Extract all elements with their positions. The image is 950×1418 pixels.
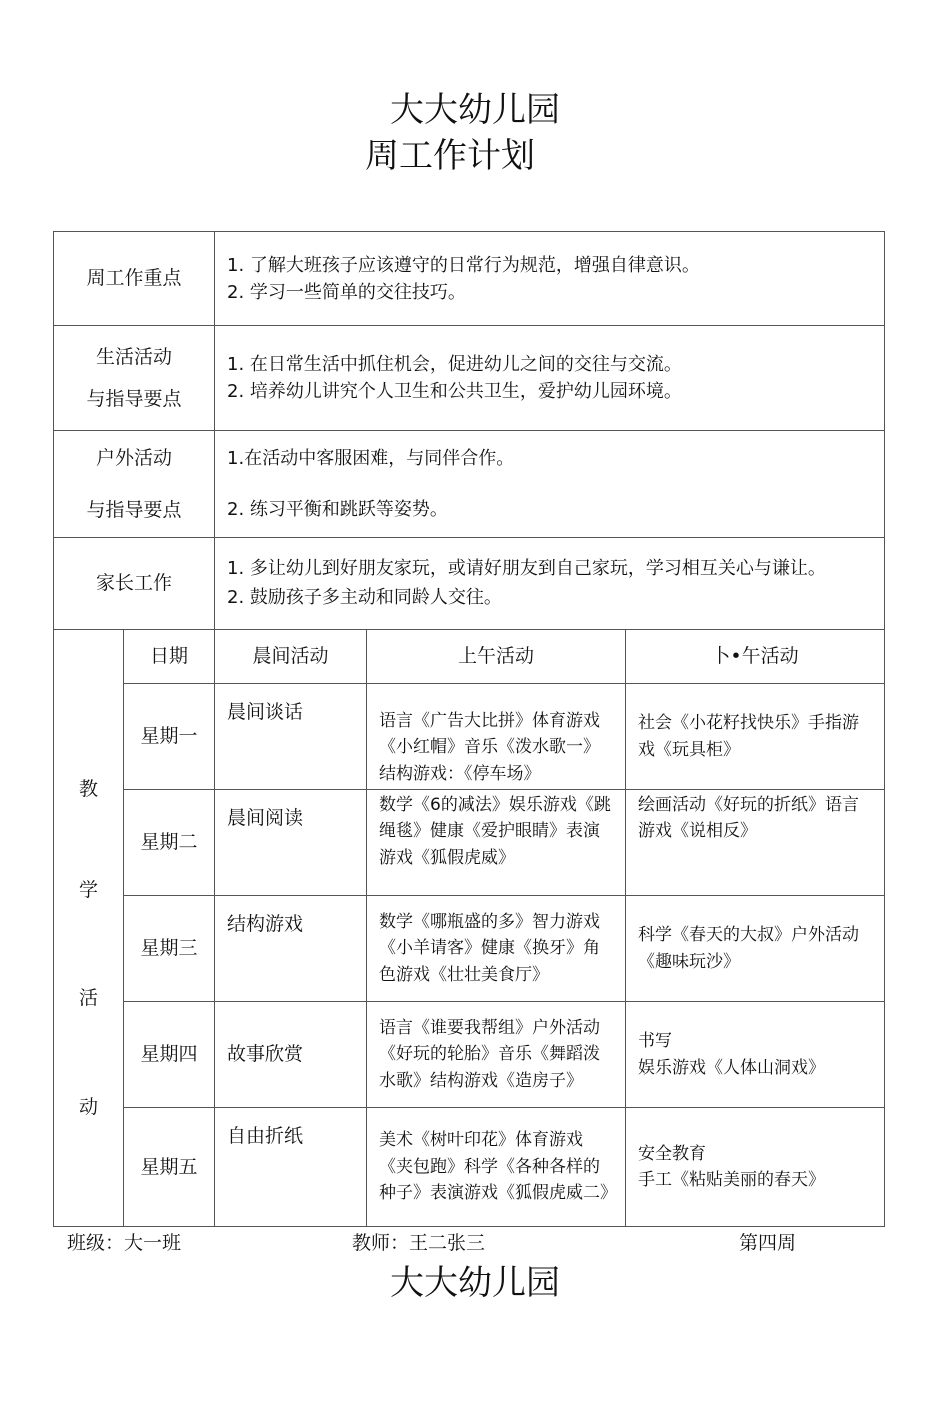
- column-header-am: 上午活动: [367, 630, 626, 684]
- school-title: 大大幼儿园: [390, 90, 560, 130]
- am-activity-cell: 语言《广告大比拼》体育游戏《小红帽》音乐《泼水歌一》结构游戏：《停车场》: [367, 684, 626, 790]
- teaching-label-char: 动: [78, 1095, 98, 1118]
- focus-item: 1. 了解大班孩子应该遵守的日常行为规范，增强自律意识。: [227, 254, 700, 276]
- teaching-activities-label: [54, 630, 124, 1227]
- class-info: 班级：大一班: [67, 1232, 182, 1254]
- am-activity-cell: 数学《哪瓶盛的多》智力游戏《小羊请客》健康《换牙》角色游戏《壮壮美食厅》: [367, 896, 626, 1002]
- pm-activity-cell: [626, 1002, 885, 1108]
- outdoor-row: [54, 431, 885, 538]
- parents-content: [215, 538, 885, 630]
- day-cell: 星期五: [124, 1108, 215, 1227]
- am-activity-cell: 美术《树叶印花》体育游戏《夹包跑》科学《各种各样的种子》表演游戏《狐假虎威二》: [367, 1108, 626, 1227]
- focus-label: 周工作重点: [54, 232, 215, 326]
- parents-item: 2. 鼓励孩子多主动和同龄人交往。: [227, 586, 502, 608]
- pm-activity-line: 书写: [638, 1031, 673, 1052]
- day-cell: 星期三: [124, 896, 215, 1002]
- focus-item: 2. 学习一些简单的交往技巧。: [227, 281, 466, 303]
- pm-activity-cell: 社会《小花籽找快乐》手指游戏《玩具柜》: [626, 684, 885, 790]
- column-header-morning: 晨间活动: [215, 630, 367, 684]
- parents-item: 1. 多让幼儿到好朋友家玩，或请好朋友到自己家玩，学习相互关心与谦让。: [227, 557, 826, 579]
- life-label-line: 与指导要点: [86, 388, 182, 410]
- life-label: [54, 326, 215, 431]
- morning-activity-cell: 晨间阅读: [215, 790, 367, 896]
- morning-activity-cell: 自由折纸: [215, 1108, 367, 1227]
- focus-content: [215, 232, 885, 326]
- outdoor-content: [215, 431, 885, 538]
- am-activity-cell: 语言《谁要我帮组》户外活动《好玩的轮胎》音乐《舞蹈泼水歌》结构游戏《造房子》: [367, 1002, 626, 1108]
- table-row: [54, 1002, 885, 1108]
- outdoor-item: 2. 练习平衡和跳跃等姿势。: [227, 499, 448, 520]
- pm-activity-cell: 绘画活动《好玩的折纸》语言游戏《说相反》: [626, 790, 885, 896]
- day-cell: 星期一: [124, 684, 215, 790]
- morning-activity-cell: 故事欣赏: [215, 1002, 367, 1108]
- life-row: [54, 326, 885, 431]
- outdoor-label-line: 户外活动: [96, 446, 173, 469]
- teacher-info: 教师：王二张三: [352, 1232, 486, 1254]
- weekly-plan-table: [53, 231, 885, 1227]
- day-cell: 星期四: [124, 1002, 215, 1108]
- am-activity-cell: 数学《6的减法》娱乐游戏《跳绳毯》健康《爱护眼睛》表演游戏《狐假虎威》: [367, 790, 626, 896]
- next-page-title: 大大幼儿园: [390, 1263, 560, 1303]
- life-item: 1. 在日常生活中抓住机会，促进幼儿之间的交往与交流。: [227, 354, 682, 375]
- column-header-pm: 卜•午活动: [626, 630, 885, 684]
- pm-activity-cell: [626, 1108, 885, 1227]
- teaching-label-char: 教: [78, 778, 98, 800]
- pm-activity-line: 手工《粘贴美丽的春天》: [638, 1170, 826, 1190]
- table-row: [54, 790, 885, 896]
- focus-row: [54, 232, 885, 326]
- teaching-label-char: 活: [78, 987, 98, 1009]
- outdoor-label: [54, 431, 215, 538]
- plan-title: 周工作计划: [365, 136, 535, 176]
- parents-row: [54, 538, 885, 630]
- morning-activity-cell: 结构游戏: [215, 896, 367, 1002]
- life-label-line: 生活活动: [96, 345, 173, 368]
- table-row: [54, 1108, 885, 1227]
- teaching-header-row: [54, 630, 885, 684]
- outdoor-item: 1.在活动中客服困难，与同伴合作。: [227, 448, 515, 469]
- pm-activity-line: 娱乐游戏《人体山洞戏》: [638, 1057, 826, 1078]
- column-header-date: 日期: [124, 630, 215, 684]
- pm-activity-cell: 科学《春天的大叔》户外活动《趣味玩沙》: [626, 896, 885, 1002]
- pm-activity-line: 安全教育: [638, 1143, 707, 1164]
- life-content: [215, 326, 885, 431]
- table-row: [54, 684, 885, 790]
- table-row: [54, 896, 885, 1002]
- week-label: 第四周: [739, 1232, 797, 1254]
- day-cell: 星期二: [124, 790, 215, 896]
- life-item: 2. 培养幼儿讲究个人卫生和公共卫生，爱护幼儿园环境。: [227, 381, 682, 402]
- parents-label: 家长工作: [54, 538, 215, 630]
- teaching-label-char: 学: [78, 878, 98, 901]
- morning-activity-cell: 晨间谈话: [215, 684, 367, 790]
- outdoor-label-line: 与指导要点: [86, 499, 182, 521]
